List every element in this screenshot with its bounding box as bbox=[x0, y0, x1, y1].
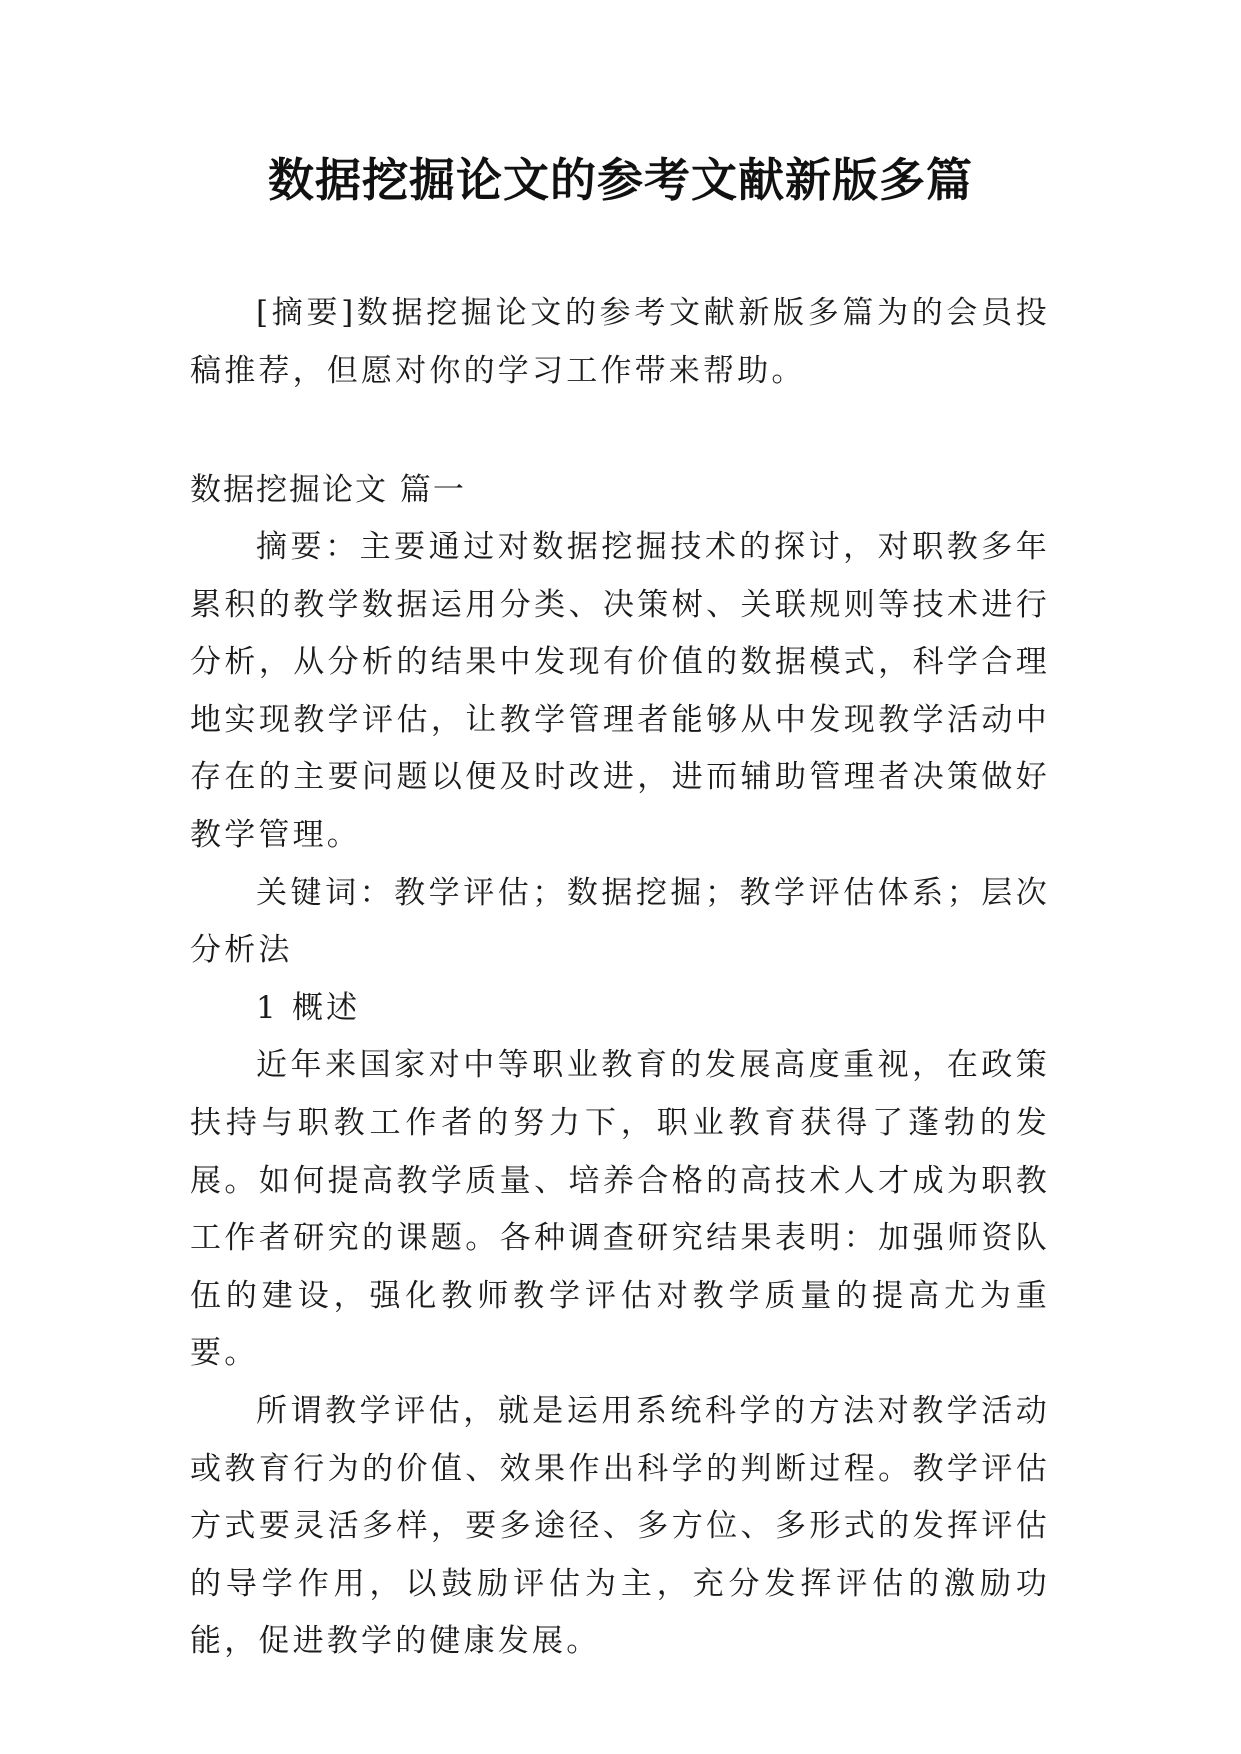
section-body bbox=[190, 519, 1050, 1671]
document-summary: [摘要]数据挖掘论文的参考文献新版多篇为的会员投稿推荐，但愿对你的学习工作带来帮助。 bbox=[190, 295, 1050, 389]
keywords-paragraph: 关键词：教学评估；数据挖掘；教学评估体系；层次分析法 bbox=[190, 874, 1050, 969]
section-heading: 数据挖掘论文 篇一 bbox=[190, 472, 466, 508]
subsection-heading: 1 概述 bbox=[256, 989, 361, 1026]
abstract-paragraph: 摘要：主要通过对数据挖掘技术的探讨，对职教多年累积的教学数据运用分类、决策树、关联规则等技术进行分析，从分析的结果中发现有价值的数据模式，科学合理地实现教学评估，让教学管理者能够从中发现教学活动中存在的主要问题以便及时改进，进而辅助管理者决策做好教学管理。 bbox=[190, 529, 1050, 853]
body-paragraph: 近年来国家对中等职业教育的发展高度重视，在政策扶持与职教工作者的努力下，职业教育获得了蓬勃的发展。如何提高教学质量、培养合格的高技术人才成为职教工作者研究的课题。各种调查研究结果表明：加强师资队伍的建设，强化教师教学评估对教学质量的提高尤为重要。 bbox=[190, 1047, 1050, 1372]
document-title: 数据挖掘论文的参考文献新版多篇 bbox=[268, 153, 973, 207]
body-paragraph: 所谓教学评估，就是运用系统科学的方法对教学活动或教育行为的价值、效果作出科学的判断过程。教学评估方式要灵活多样，要多途径、多方位、多形式的发挥评估的导学作用，以鼓励评估为主，充分发挥评估的激励功能，促进教学的健康发展。 bbox=[190, 1392, 1050, 1660]
